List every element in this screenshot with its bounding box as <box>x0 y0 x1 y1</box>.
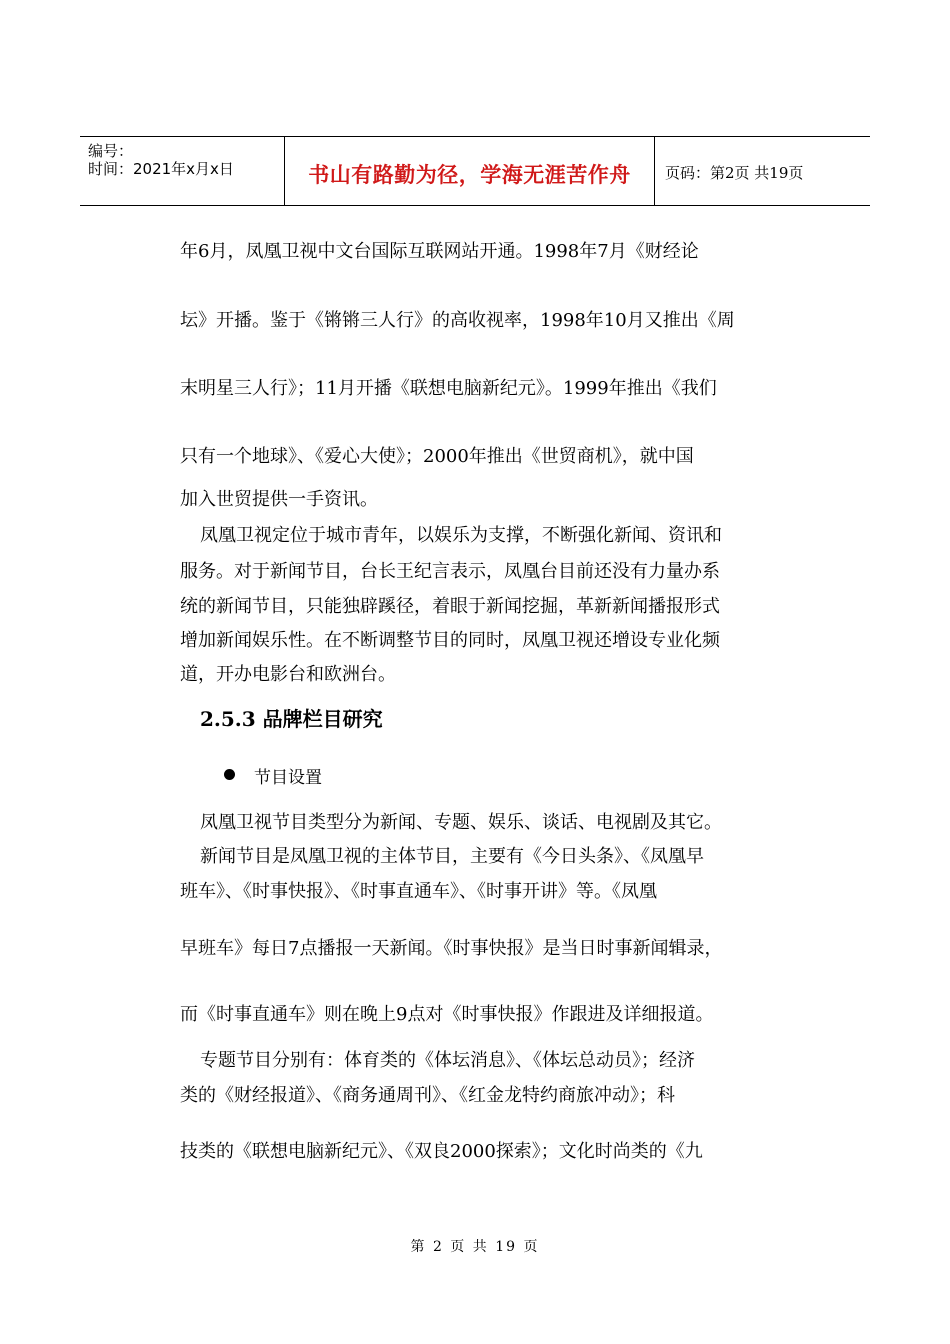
header-motto: 书山有路勤为径，学海无涯苦作舟 <box>308 162 631 187</box>
paragraph-line: 专题节目分别有：体育类的《体坛消息》、《体坛总动员》；经济 <box>200 1050 695 1071</box>
header-page-info: 页码：第2页 共19页 <box>665 164 804 182</box>
body-line: 类的《财经报道》、《商务通周刊》、《红金龙特约商旅冲动》；科 <box>180 1085 675 1106</box>
body-line: 早班车》每日7点播报一天新闻。《时事快报》是当日时事新闻辑录， <box>180 938 723 959</box>
paragraph-line: 凤凰卫视定位于城市青年，以娱乐为支撑，不断强化新闻、资讯和 <box>200 525 722 546</box>
body-line: 年6月，凤凰卫视中文台国际互联网站开通。1998年7月《财经论 <box>180 241 699 262</box>
page-footer: 第 2 页 共 19 页 <box>410 1239 540 1255</box>
header-motto-cell <box>285 137 655 205</box>
body-line: 末明星三人行》；11月开播《联想电脑新纪元》。1999年推出《我们 <box>180 378 717 399</box>
body-line: 而《时事直通车》则在晚上9点对《时事快报》作跟进及详细报道。 <box>180 1004 714 1025</box>
header-page-cell <box>655 137 870 205</box>
document-number-label: 编号： <box>88 142 134 160</box>
section-heading: 2.5.3 品牌栏目研究 <box>200 707 383 731</box>
body-line: 加入世贸提供一手资讯。 <box>180 489 378 510</box>
page-header <box>80 136 870 206</box>
bullet-item: 节目设置 <box>254 768 322 788</box>
header-info-cell <box>80 137 285 205</box>
body-line: 技类的《联想电脑新纪元》、《双良2000探索》；文化时尚类的《九 <box>180 1141 703 1162</box>
paragraph-line: 凤凰卫视节目类型分为新闻、专题、娱乐、谈话、电视剧及其它。 <box>200 812 722 833</box>
body-line: 道，开办电影台和欧洲台。 <box>180 664 396 685</box>
body-line: 服务。对于新闻节目，台长王纪言表示，凤凰台目前还没有力量办系 <box>180 561 720 582</box>
body-line: 只有一个地球》、《爱心大使》；2000年推出《世贸商机》，就中国 <box>180 446 694 467</box>
body-line: 坛》开播。鉴于《锵锵三人行》的高收视率，1998年10月又推出《周 <box>180 310 735 331</box>
body-line: 增加新闻娱乐性。在不断调整节目的同时，凤凰卫视还增设专业化频 <box>180 630 720 651</box>
paragraph-line: 新闻节目是凤凰卫视的主体节目，主要有《今日头条》、《凤凰早 <box>200 846 704 867</box>
body-line: 班车》、《时事快报》、《时事直通车》、《时事开讲》等。《凤凰 <box>180 881 657 902</box>
body-line: 统的新闻节目，只能独辟蹊径，着眼于新闻挖掘，革新新闻播报形式 <box>180 596 720 617</box>
document-date-label: 时间：2021年x月x日 <box>88 160 234 178</box>
bullet-icon <box>224 769 235 780</box>
